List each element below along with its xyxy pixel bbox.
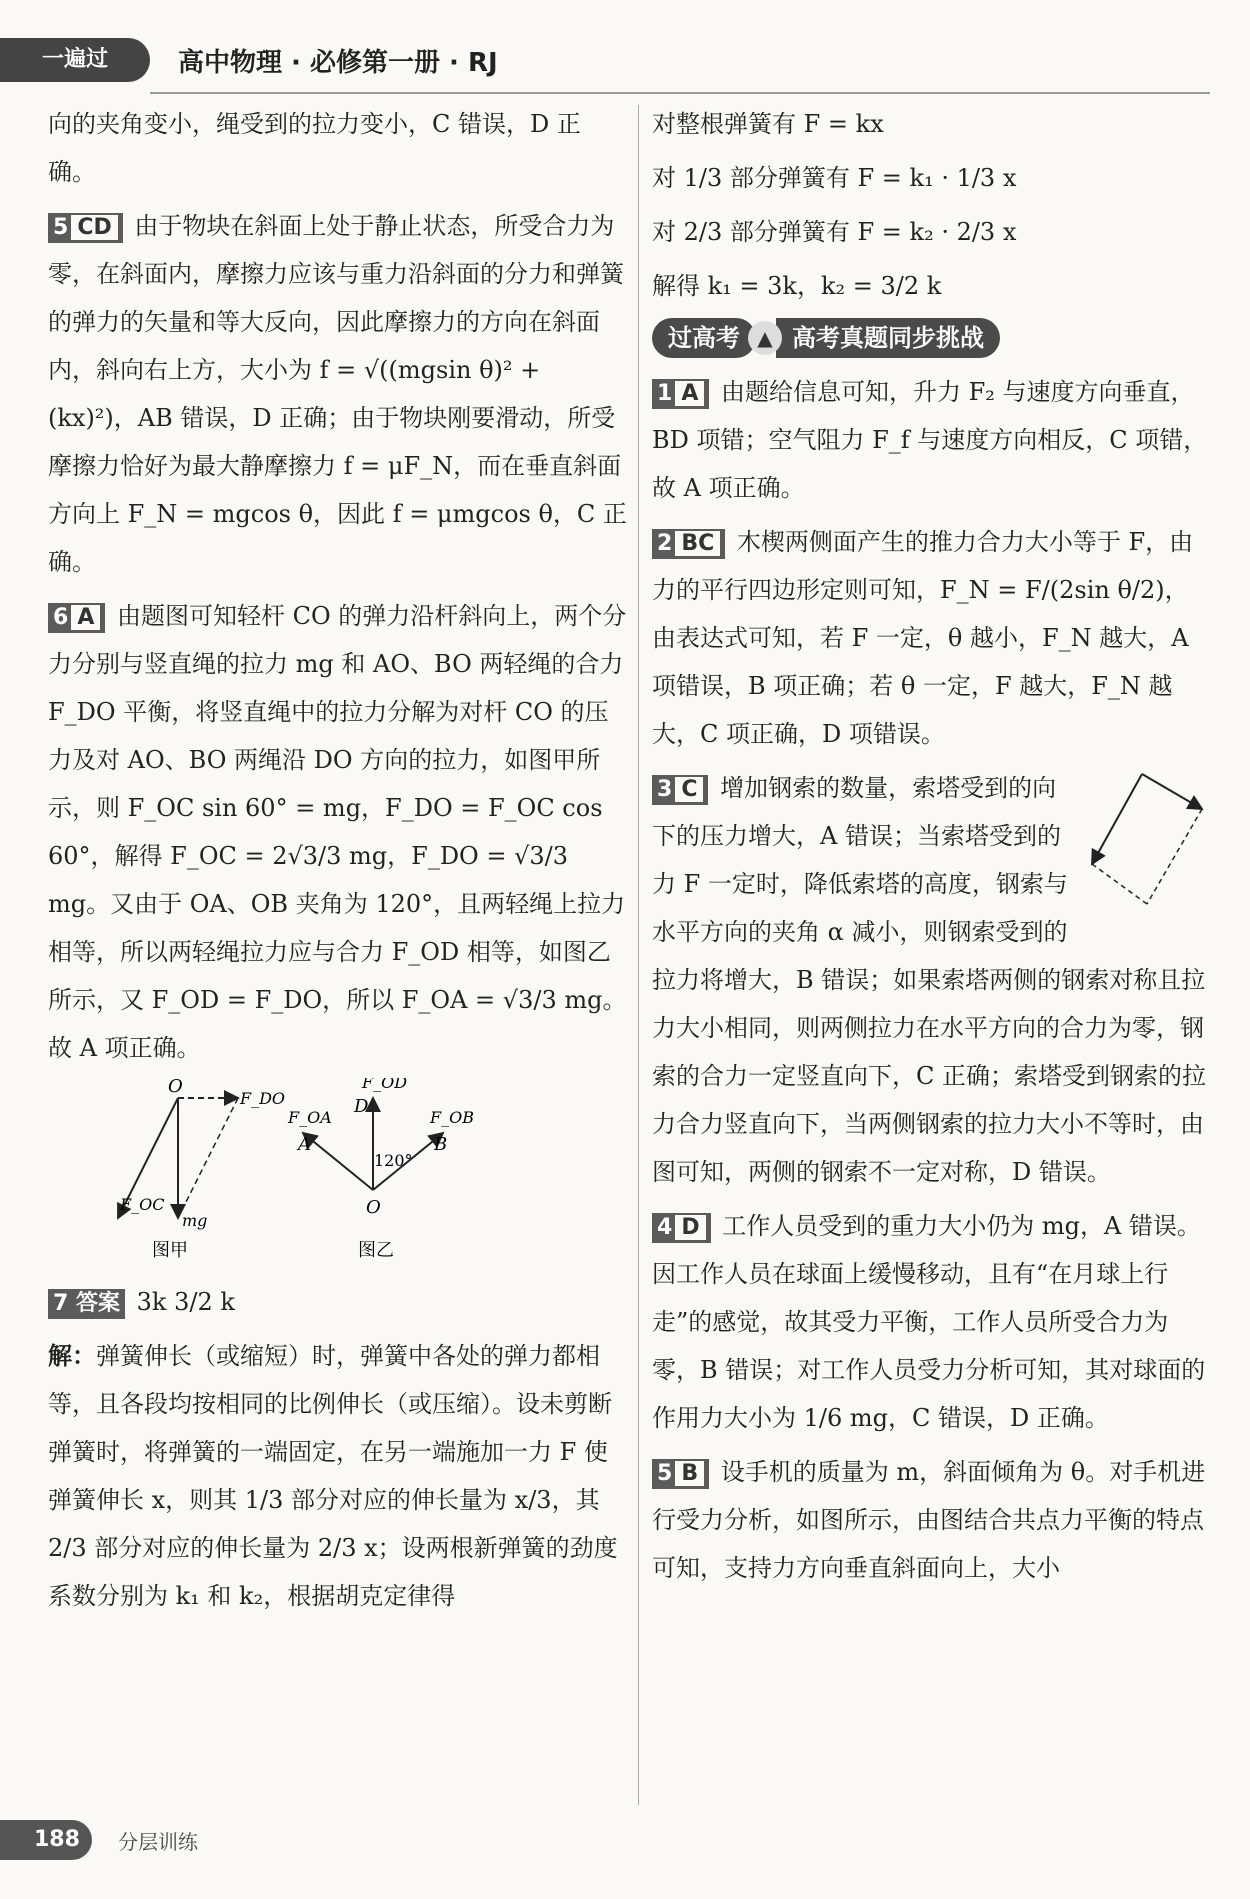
solution-text: 弹簧伸长（或缩短）时，弹簧中各处的弹力都相等，且各段均按相同的比例伸长（或压缩）。设未剪断弹簧时，将弹簧的一端固定，在另一端施加一力 F 使弹簧伸长 x，则其 1/3 部分对应的伸长量为 x/3，其 2/3 部分对应的伸长量为 2/3 x；设两根新弹簧的劲度系数分别为 k₁ 和 k₂，根据胡克定律得 xyxy=(48,1342,618,1610)
question-7 xyxy=(48,1278,628,1326)
page-header xyxy=(0,30,1250,90)
solution-7: 解：弹簧伸长（或缩短）时，弹簧中各处的弹力都相等，且各段均按相同的比例伸长（或压缩）。设未剪断弹簧时，将弹簧的一端固定，在另一端施加一力 F 使弹簧伸长 x，则其 1/3 部分对应的伸长量为 x/3，其 2/3 部分对应的伸长量为 2/3 x；设两根新弹簧的劲度系数分别为 k₁ 和 k₂，根据胡克定律得 xyxy=(48,1341,618,1610)
label-a: A xyxy=(298,1134,311,1155)
question-text: 木楔两侧面产生的推力合力大小等于 F，由力的平行四边形定则可知，F_N = F/(2sin θ/2)，由表达式可知，若 F 一定，θ 越小，F_N 越大，A 项错误，B 项正确；若 θ 一定，F 越大，F_N 越大，C 项正确，D 项错误。 xyxy=(652,528,1194,748)
question-text: 由于物块在斜面上处于静止状态，所受合力为零，在斜面内，摩擦力应该与重力沿斜面的分力和弹簧的弹力的矢量和等大反向，因此摩擦力的方向在斜面内，斜向右上方，大小为 f = √((mgsin θ)² + (kx)²)，AB 错误，D 正确；由于物块刚要滑动，所受摩擦力恰好为最大静摩擦力 f = μF_N，而在垂直斜面方向上 F_N = mgcos θ，因此 f = μmgcos θ，C 正确。 xyxy=(48,212,627,576)
banner-subtitle: 高考真题同步挑战 xyxy=(776,318,1000,358)
question-badge: 4 D xyxy=(652,1213,711,1243)
question-badge: 2 BC xyxy=(652,529,725,559)
label-foa: F_OA xyxy=(288,1108,332,1127)
exam-question-1 xyxy=(652,368,1212,512)
question-badge: 3 C xyxy=(652,775,708,805)
answer-value: 3k 3/2 k xyxy=(136,1288,235,1316)
question-5 xyxy=(48,202,628,586)
label-o: O xyxy=(168,1078,183,1097)
figure-jia xyxy=(118,1078,285,1261)
label-angle: 120° xyxy=(374,1151,413,1170)
continued-paragraph: 向的夹角变小，绳受到的拉力变小，C 错误，D 正确。 xyxy=(48,110,581,186)
question-text: 增加钢索的数量，索塔受到的向下的压力增大，A 错误；当索塔受到的力 F 一定时，降低索塔的高度，钢索与水平方向的夹角 α 减小，则钢索受到的拉力将增大，B 错误；如果索塔两侧的钢索对称且拉力大小相同，则两侧拉力在水平方向的合力为零，钢索的合力一定竖直向下，C 正确；索塔受到钢索的拉力合力竖直向下，当两侧钢索的拉力大小不等时，由图可知，两侧的钢索不一定对称，D 错误。 xyxy=(652,774,1206,1186)
header-rule xyxy=(150,92,1210,94)
column-divider xyxy=(638,105,639,1805)
section-banner xyxy=(652,318,1212,358)
question-badge: 1 A xyxy=(652,379,709,409)
banner-label: 过高考 xyxy=(652,318,756,358)
footer-label: 分层训练 xyxy=(118,1830,198,1854)
question-badge: 5 CD xyxy=(48,213,123,243)
force-diagram-svg xyxy=(48,1078,628,1268)
question-text: 由题图可知轻杆 CO 的弹力沿杆斜向上，两个分力分别与竖直绳的拉力 mg 和 AO、BO 两轻绳的合力 F_DO 平衡，将竖直绳中的拉力分解为对杆 CO 的压力及对 AO、BO 两绳沿 DO 方向的拉力，如图甲所示，则 F_OC sin 60° = mg，F_DO = F_OC cos 60°，解得 F_OC = 2√3/3 mg，F_DO = √3/3 mg。又由于 OA、OB 夹角为 120°，且两轻绳上拉力相等，所以两轻绳拉力应与合力 F_OD 相等，如图乙所示，又 F_OD = F_DO，所以 F_OA = √3/3 mg。故 A 项正确。 xyxy=(48,602,627,1062)
page-footer xyxy=(0,1820,300,1860)
left-column xyxy=(48,100,628,1620)
label-fob: F_OB xyxy=(430,1108,474,1127)
exam-question-5 xyxy=(652,1448,1212,1592)
exam-question-2 xyxy=(652,518,1212,758)
caption-yi: 图乙 xyxy=(358,1240,394,1261)
figure-yi xyxy=(287,1078,474,1261)
label-o2: O xyxy=(366,1197,381,1218)
equation-2: 对 1/3 部分弹簧有 F = k₁ · 1/3 x xyxy=(652,164,1017,192)
equation-4: 解得 k₁ = 3k，k₂ = 3/2 k xyxy=(652,272,942,300)
equation-3: 对 2/3 部分弹簧有 F = k₂ · 2/3 x xyxy=(652,218,1017,246)
label-fdo: F_DO xyxy=(240,1089,286,1108)
force-diagrams xyxy=(48,1078,628,1268)
question-badge: 5 B xyxy=(652,1459,709,1489)
equation-1: 对整根弹簧有 F = kx xyxy=(652,110,884,138)
exam-question-4 xyxy=(652,1202,1212,1442)
label-foc: F_OC xyxy=(120,1195,165,1214)
question-text: 设手机的质量为 m，斜面倾角为 θ。对手机进行受力分析，如图所示，由图结合共点力平衡的特点可知，支持力方向垂直斜面向上，大小 xyxy=(652,1458,1206,1582)
question-badge: 7 答案 xyxy=(48,1289,125,1319)
caption-jia: 图甲 xyxy=(152,1240,188,1261)
page-number: 188 xyxy=(0,1820,92,1860)
question-text: 由题给信息可知，升力 F₂ 与速度方向垂直，BD 项错；空气阻力 F_f 与速度方向相反，C 项错，故 A 项正确。 xyxy=(652,378,1208,502)
label-mg: mg xyxy=(182,1211,208,1230)
question-badge: 6 A xyxy=(48,603,105,633)
label-b: B xyxy=(434,1134,448,1155)
question-6 xyxy=(48,592,628,1072)
question-text: 工作人员受到的重力大小仍为 mg，A 错误。因工作人员在球面上缓慢移动，且有“在月球上行走”的感觉，故其受力平衡，工作人员所受合力为零，B 错误；对工作人员受力分析可知，其对球面的作用力大小为 1/6 mg，C 错误，D 正确。 xyxy=(652,1212,1206,1432)
label-d: D xyxy=(354,1096,369,1117)
series-logo: 一遍过 xyxy=(0,38,150,82)
label-fod: F_OD xyxy=(362,1078,408,1092)
graduation-cap-icon: ▲ xyxy=(748,321,782,355)
exam-question-3 xyxy=(652,764,1212,1196)
book-title: 高中物理 · 必修第一册 · RJ xyxy=(178,48,498,78)
cable-force-diagram xyxy=(1082,764,1212,914)
right-column xyxy=(652,100,1212,1592)
